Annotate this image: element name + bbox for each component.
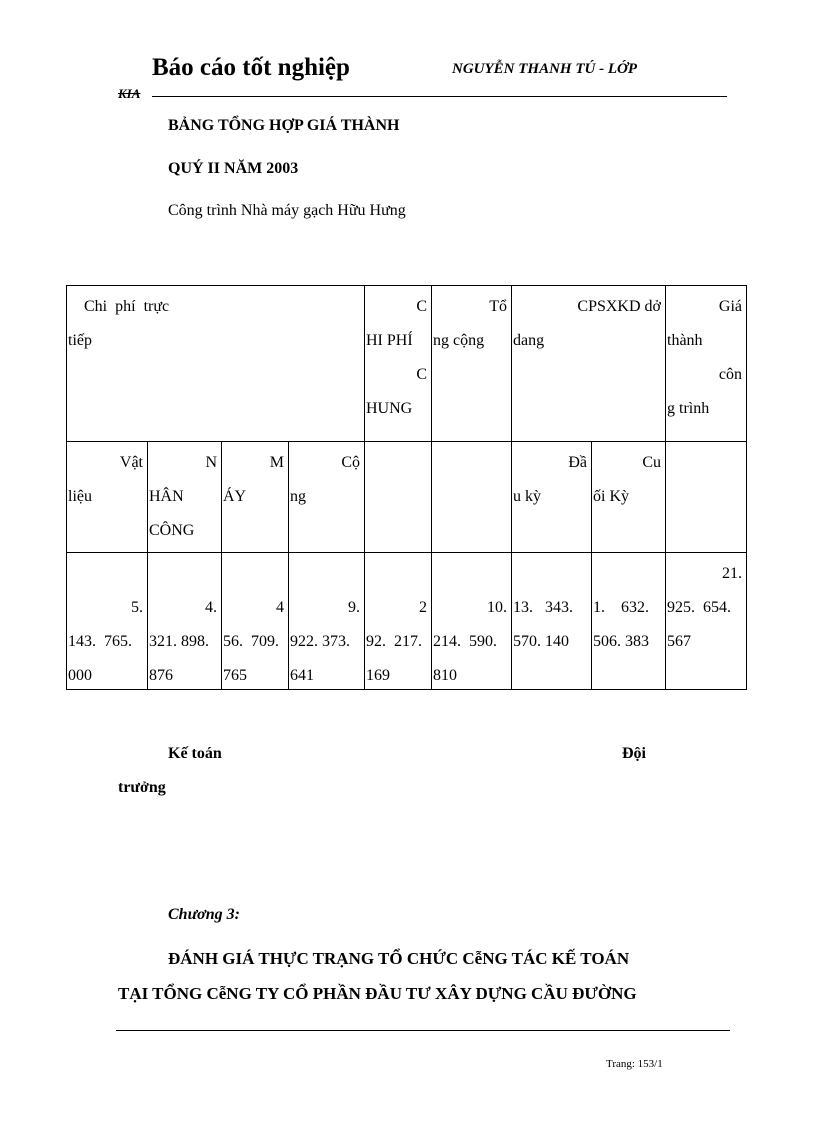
cell-line: Cu <box>642 454 661 471</box>
cell-line: 10. <box>487 599 507 616</box>
cell-line: 925. 654. <box>667 599 731 616</box>
cost-summary-table <box>66 285 747 690</box>
cell-line: u kỳ <box>513 488 541 505</box>
cell-line: côn <box>718 366 742 383</box>
subheader-closing <box>591 441 666 553</box>
cell-line: 143. 765. <box>68 633 132 650</box>
cell-line: 567 <box>667 633 691 650</box>
value-closing-wip <box>591 552 666 690</box>
subheader-empty <box>665 441 747 553</box>
cell-line: Chi phí trực <box>68 298 170 315</box>
value-general-cost <box>364 552 432 690</box>
cell-line: 5. <box>131 599 143 616</box>
cell-line: 1. 632. <box>593 599 649 616</box>
cell-line: dang <box>513 332 545 349</box>
cell-line: HUNG <box>366 400 413 417</box>
cell-line: M <box>269 454 284 471</box>
subheader-subtotal <box>288 441 365 553</box>
cell-line: 922. 373. <box>290 633 350 650</box>
subheader-empty <box>364 441 432 553</box>
cell-line: 214. 590. <box>433 633 497 650</box>
cell-line: liệu <box>68 488 92 505</box>
cell-line: Tổ <box>489 298 507 315</box>
cell-line: Giá <box>718 298 742 315</box>
cell-line: Cộ <box>341 454 360 471</box>
header-rule <box>152 96 727 97</box>
cell-line: CÔNG <box>149 522 195 539</box>
table-period: QUÝ II NĂM 2003 <box>168 160 299 177</box>
cell-line: tiếp <box>68 332 92 349</box>
signature-accountant: Kế toán <box>168 745 222 762</box>
cell-line: CPSXKD dở <box>577 298 661 315</box>
header-total <box>431 285 512 442</box>
cell-line: 570. 140 <box>513 633 569 650</box>
cell-line: 9. <box>348 599 360 616</box>
cell-line: C <box>416 366 427 383</box>
cell-line: HI PHÍ <box>366 332 413 349</box>
cell-line: C <box>416 298 427 315</box>
cell-line: 13. 343. <box>513 599 573 616</box>
cell-line: ÁY <box>223 488 247 505</box>
subheader-labor <box>147 441 222 553</box>
header-direct-cost <box>66 285 365 442</box>
cell-line: 92. 217. <box>366 633 422 650</box>
cell-line: 321. 898. <box>149 633 209 650</box>
cell-line: 56. 709. <box>223 633 279 650</box>
cell-line: ối Kỳ <box>593 488 629 505</box>
cell-line: 21. <box>722 565 742 582</box>
cell-line: 4 <box>276 599 284 616</box>
footer-rule <box>116 1030 730 1031</box>
value-subtotal <box>288 552 365 690</box>
cell-line: thành <box>667 332 703 349</box>
cell-line: 765 <box>223 667 247 684</box>
header-wip <box>511 285 666 442</box>
subheader-opening <box>511 441 592 553</box>
subheader-empty <box>431 441 512 553</box>
value-opening-wip <box>511 552 592 690</box>
subheader-materials <box>66 441 148 553</box>
signature-team-leader-cont: trưởng <box>118 779 166 796</box>
header-general-cost <box>364 285 432 442</box>
value-labor <box>147 552 222 690</box>
signature-team-leader: Đội <box>622 745 646 762</box>
cell-line: 169 <box>366 667 390 684</box>
value-machine <box>221 552 289 690</box>
value-cost-price <box>665 552 747 690</box>
report-title: Báo cáo tốt nghiệp <box>152 54 350 81</box>
chapter-label: Chương 3: <box>168 906 240 923</box>
cell-line: ng <box>290 488 306 505</box>
cell-line: 2 <box>419 599 427 616</box>
chapter-title-line1: ĐÁNH GIÁ THỰC TRẠNG TỔ CHỨC CễNG TÁC KẾ TOÁN <box>168 949 630 968</box>
value-materials <box>66 552 148 690</box>
cell-line: 000 <box>68 667 92 684</box>
subheader-machine <box>221 441 289 553</box>
cell-line: 876 <box>149 667 173 684</box>
cell-line: 506. 383 <box>593 633 649 650</box>
class-fragment: KIA <box>118 86 141 101</box>
cell-line: ng cộng <box>433 332 485 349</box>
cell-line: 810 <box>433 667 457 684</box>
cell-line: 4. <box>205 599 217 616</box>
value-total <box>431 552 512 690</box>
cell-line: Đầ <box>568 454 587 471</box>
chapter-title-line2: TẠI TỔNG CễNG TY CỔ PHẦN ĐẦU TƯ XÂY DỰNG CẦU ĐƯỜNG <box>118 984 637 1003</box>
header-cost-price <box>665 285 747 442</box>
cell-line: g trình <box>667 400 710 417</box>
cell-line: HÂN <box>149 488 184 505</box>
page-number: Trang: 153/1 <box>606 1058 663 1070</box>
table-title: BẢNG TỔNG HỢP GIÁ THÀNH <box>168 117 400 134</box>
project-name: Công trình Nhà máy gạch Hữu Hưng <box>168 202 406 219</box>
cell-line: N <box>205 454 217 471</box>
author-name: NGUYỄN THANH TÚ - LỚP <box>452 61 637 77</box>
cell-line: Vật <box>119 454 143 471</box>
cell-line: 641 <box>290 667 314 684</box>
